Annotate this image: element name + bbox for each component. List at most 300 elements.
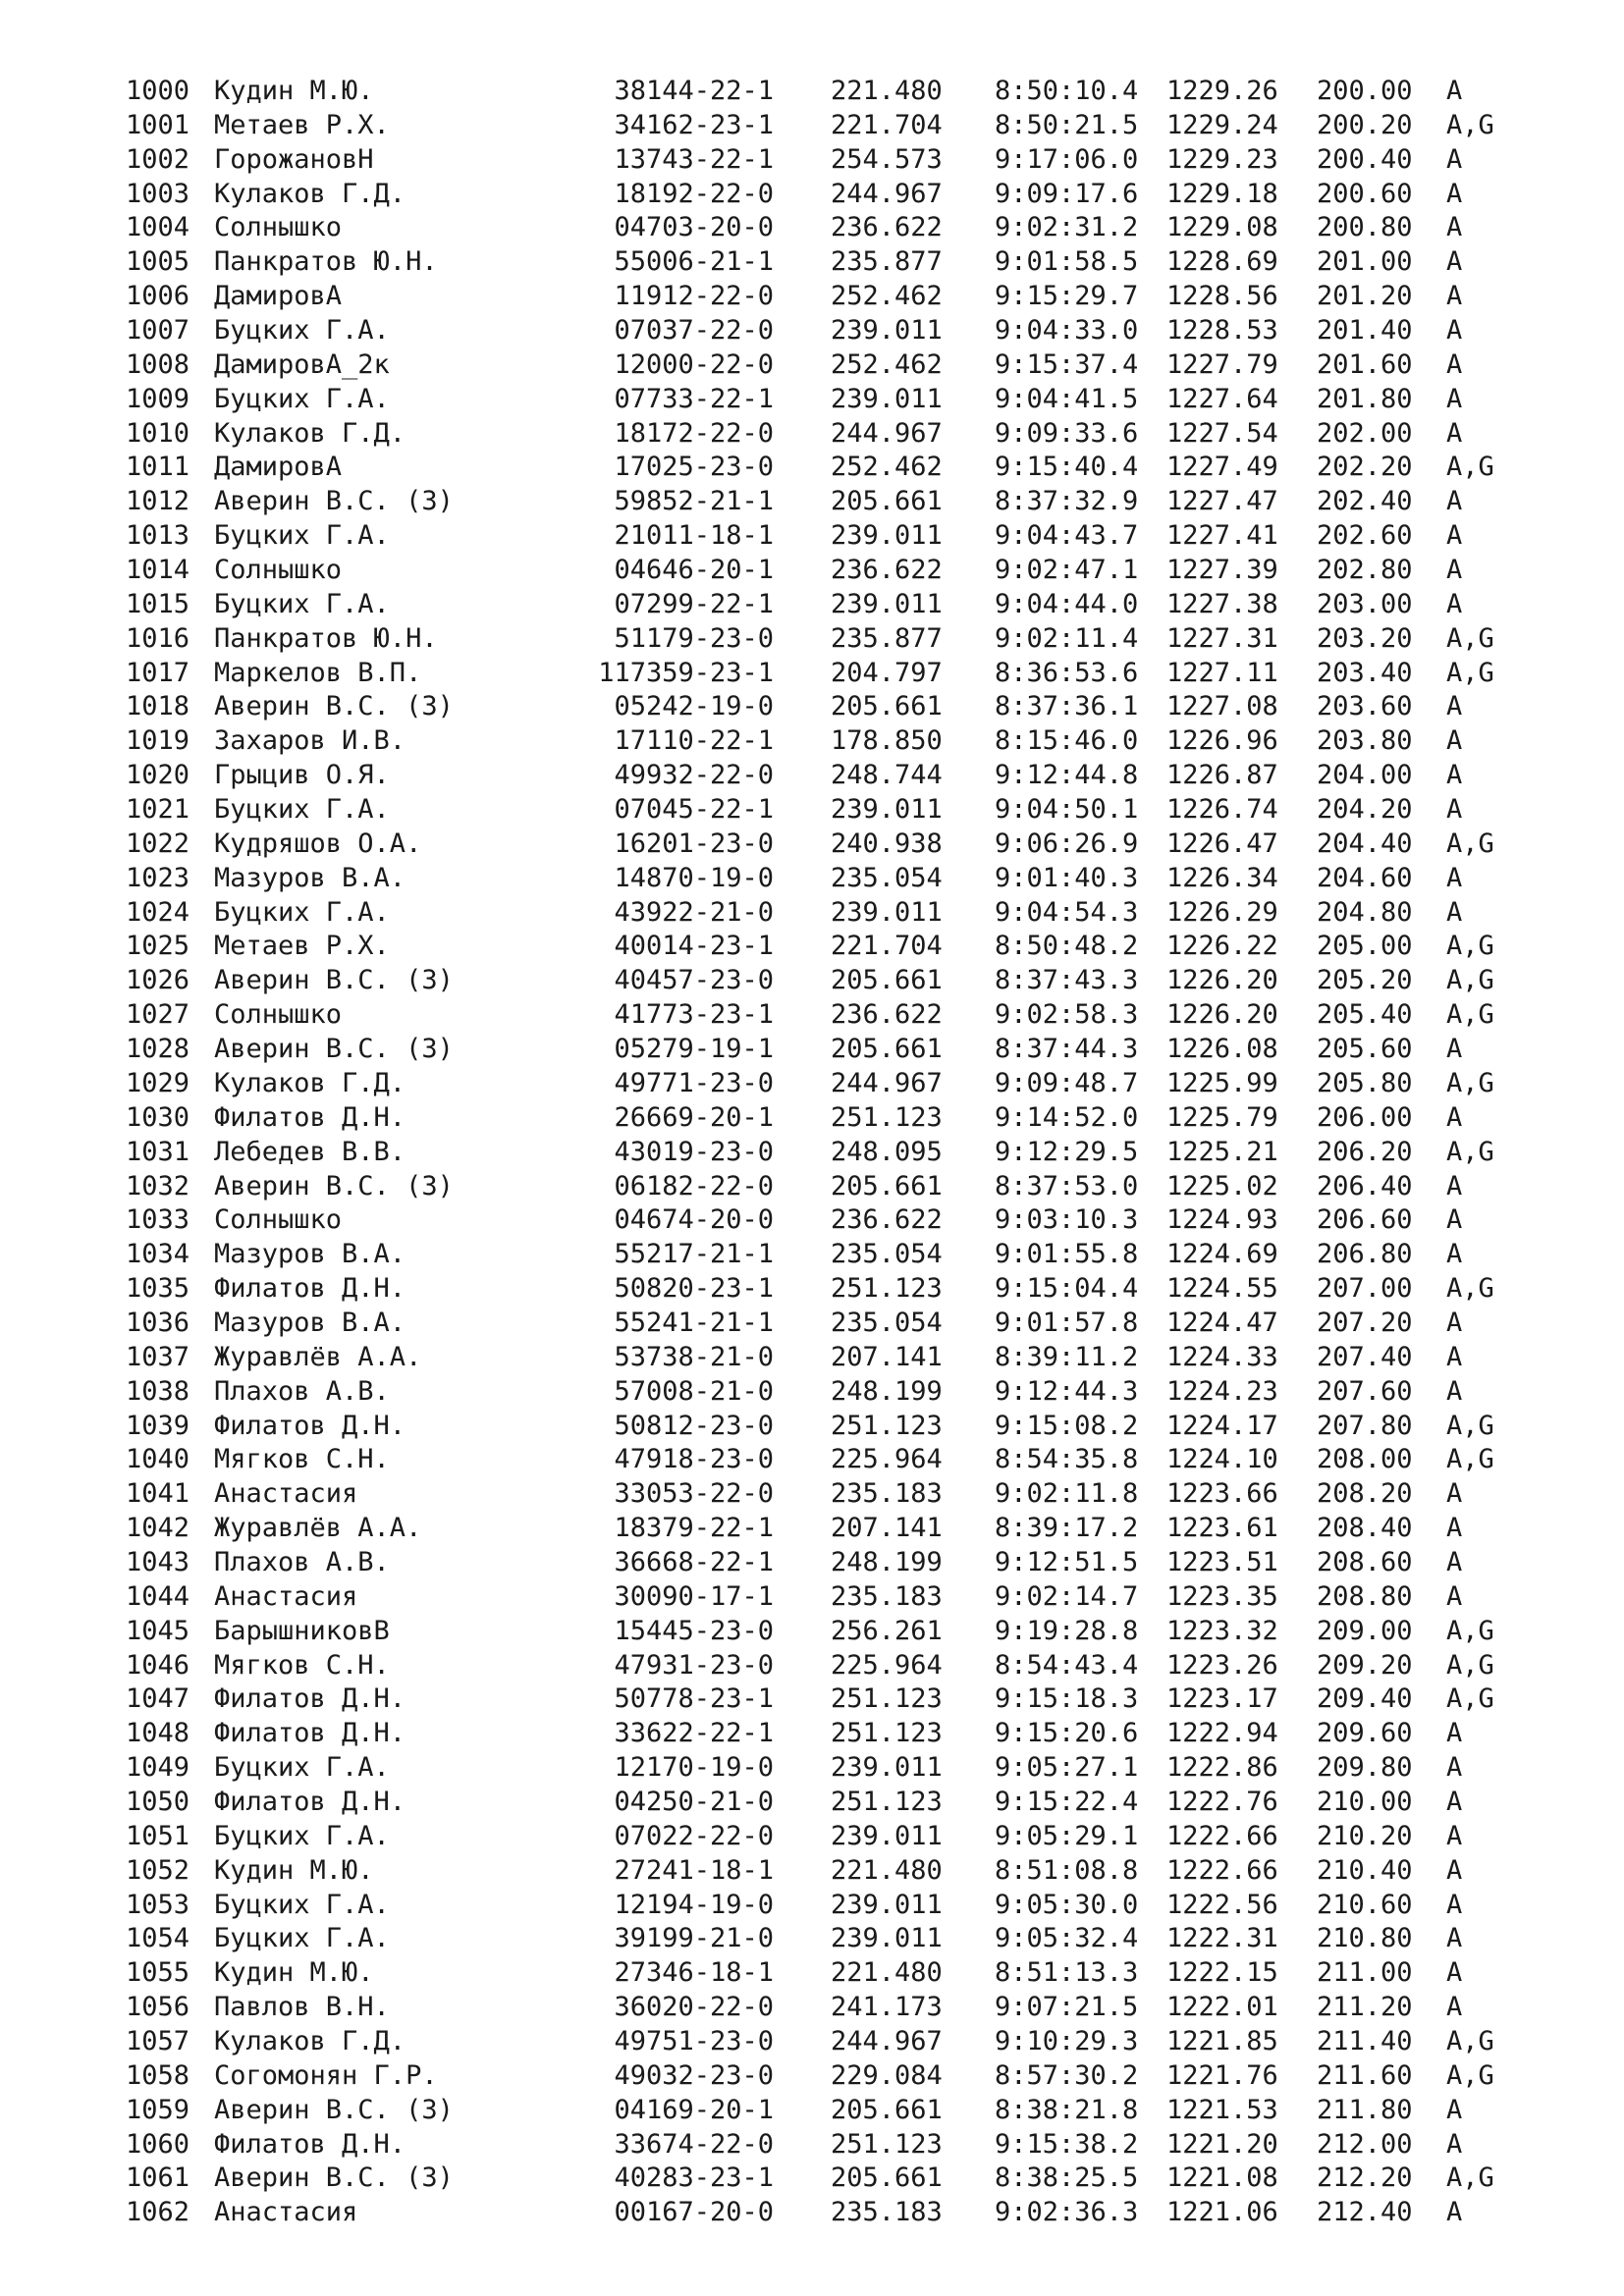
speed-value: 1221.85 (1166, 2025, 1278, 2056)
participant-name: Буцких Г.А. (214, 794, 390, 826)
points-value: 205.00 (1317, 931, 1413, 962)
points-value: 208.40 (1317, 1513, 1413, 1544)
points-value: 210.20 (1317, 1820, 1413, 1851)
points-value: 204.20 (1317, 794, 1413, 826)
points-value: 206.00 (1317, 1101, 1413, 1133)
speed-value: 1225.99 (1166, 1067, 1278, 1098)
points-value: 200.20 (1317, 109, 1413, 140)
participant-name: Грыцив О.Я. (214, 760, 390, 791)
time-value: 8:57:30.2 (995, 2059, 1139, 2091)
participant-name: Филатов Д.Н. (214, 1786, 406, 1817)
distance-value: 244.967 (831, 417, 943, 449)
record-id: 50778-23-1 (614, 1683, 774, 1715)
participant-name: Аверин В.С. (З) (214, 2163, 454, 2194)
flag-value: A,G (1446, 657, 1494, 688)
participant-name: Метаев Р.Х. (214, 109, 390, 140)
flag-value: A,G (1446, 965, 1494, 996)
flag-value: A (1446, 760, 1463, 791)
time-value: 8:54:43.4 (995, 1649, 1139, 1681)
row-number: 1016 (126, 622, 190, 654)
row-number: 1027 (126, 999, 190, 1031)
points-value: 208.00 (1317, 1444, 1413, 1475)
record-id: 12170-19-0 (614, 1752, 774, 1784)
participant-name: Анастасия (214, 1478, 358, 1510)
time-value: 9:06:26.9 (995, 828, 1139, 859)
record-id: 27346-18-1 (614, 1957, 774, 1989)
row-number: 1036 (126, 1307, 190, 1338)
flag-value: A (1446, 1375, 1463, 1407)
points-value: 201.00 (1317, 246, 1413, 278)
distance-value: 221.704 (831, 109, 943, 140)
time-value: 9:09:33.6 (995, 417, 1139, 449)
time-value: 9:15:20.6 (995, 1718, 1139, 1749)
participant-name: БарышниковВ (214, 1615, 390, 1646)
flag-value: A (1446, 896, 1463, 928)
points-value: 208.60 (1317, 1546, 1413, 1577)
time-value: 9:05:27.1 (995, 1752, 1139, 1784)
record-id: 04646-20-1 (614, 555, 774, 586)
record-id: 17110-22-1 (614, 725, 774, 757)
time-value: 9:15:29.7 (995, 281, 1139, 312)
flag-value: A (1446, 417, 1463, 449)
record-id: 27241-18-1 (614, 1854, 774, 1886)
flag-value: A (1446, 555, 1463, 586)
participant-name: Кулаков Г.Д. (214, 2025, 406, 2056)
speed-value: 1224.17 (1166, 1410, 1278, 1441)
distance-value: 235.183 (831, 2197, 943, 2228)
distance-value: 235.183 (831, 1478, 943, 1510)
points-value: 201.40 (1317, 315, 1413, 347)
row-number: 1037 (126, 1341, 190, 1372)
record-id: 04250-21-0 (614, 1786, 774, 1817)
participant-name: Кудин М.Ю. (214, 76, 374, 106)
time-value: 9:04:33.0 (995, 315, 1139, 347)
row-number: 1058 (126, 2059, 190, 2091)
flag-value: A (1446, 2197, 1463, 2228)
row-number: 1014 (126, 555, 190, 586)
record-id: 55217-21-1 (614, 1239, 774, 1270)
time-value: 9:02:31.2 (995, 212, 1139, 243)
flag-value: A (1446, 178, 1463, 209)
distance-value: 207.141 (831, 1341, 943, 1372)
distance-value: 256.261 (831, 1615, 943, 1646)
row-number: 1023 (126, 862, 190, 893)
row-number: 1004 (126, 212, 190, 243)
distance-value: 205.661 (831, 2094, 943, 2125)
participant-name: Журавлёв А.А. (214, 1513, 422, 1544)
participant-name: ГорожановН (214, 143, 374, 175)
speed-value: 1222.56 (1166, 1889, 1278, 1920)
distance-value: 235.877 (831, 246, 943, 278)
flag-value: A,G (1446, 452, 1494, 483)
record-id: 30090-17-1 (614, 1580, 774, 1612)
flag-value: A,G (1446, 2059, 1494, 2091)
row-number: 1049 (126, 1752, 190, 1784)
row-number: 1050 (126, 1786, 190, 1817)
row-number: 1040 (126, 1444, 190, 1475)
speed-value: 1222.66 (1166, 1820, 1278, 1851)
time-value: 8:37:36.1 (995, 691, 1139, 722)
speed-value: 1225.02 (1166, 1170, 1278, 1201)
time-value: 9:15:40.4 (995, 452, 1139, 483)
row-number: 1052 (126, 1854, 190, 1886)
record-id: 40457-23-0 (614, 965, 774, 996)
speed-value: 1228.56 (1166, 281, 1278, 312)
flag-value: A (1446, 1752, 1463, 1784)
record-id: 39199-21-0 (614, 1923, 774, 1954)
distance-value: 221.704 (831, 931, 943, 962)
speed-value: 1228.53 (1166, 315, 1278, 347)
distance-value: 235.877 (831, 622, 943, 654)
points-value: 211.80 (1317, 2094, 1413, 2125)
row-number: 1056 (126, 1992, 190, 2023)
record-id: 49032-23-0 (614, 2059, 774, 2091)
flag-value: A (1446, 1204, 1463, 1236)
speed-value: 1223.32 (1166, 1615, 1278, 1646)
speed-value: 1224.10 (1166, 1444, 1278, 1475)
distance-value: 205.661 (831, 486, 943, 517)
time-value: 8:37:32.9 (995, 486, 1139, 517)
record-id: 04703-20-0 (614, 212, 774, 243)
row-number: 1038 (126, 1375, 190, 1407)
row-number: 1048 (126, 1718, 190, 1749)
record-id: 12194-19-0 (614, 1889, 774, 1920)
speed-value: 1226.22 (1166, 931, 1278, 962)
distance-value: 244.967 (831, 178, 943, 209)
distance-value: 221.480 (831, 1957, 943, 1989)
time-value: 8:51:08.8 (995, 1854, 1139, 1886)
record-id: 18379-22-1 (614, 1513, 774, 1544)
row-number: 1012 (126, 486, 190, 517)
time-value: 8:39:17.2 (995, 1513, 1139, 1544)
flag-value: A,G (1446, 931, 1494, 962)
distance-value: 236.622 (831, 555, 943, 586)
time-value: 9:02:11.4 (995, 622, 1139, 654)
speed-value: 1226.20 (1166, 999, 1278, 1031)
row-number: 1001 (126, 109, 190, 140)
participant-name: Мягков С.Н. (214, 1649, 390, 1681)
distance-value: 205.661 (831, 2163, 943, 2194)
participant-name: Журавлёв А.А. (214, 1341, 422, 1372)
row-number: 1046 (126, 1649, 190, 1681)
row-number: 1059 (126, 2094, 190, 2125)
points-value: 206.60 (1317, 1204, 1413, 1236)
record-id: 07037-22-0 (614, 315, 774, 347)
time-value: 9:15:22.4 (995, 1786, 1139, 1817)
points-value: 205.40 (1317, 999, 1413, 1031)
row-number: 1024 (126, 896, 190, 928)
distance-value: 229.084 (831, 2059, 943, 2091)
points-value: 201.20 (1317, 281, 1413, 312)
participant-name: Аверин В.С. (З) (214, 486, 454, 517)
distance-value: 244.967 (831, 1067, 943, 1098)
row-number: 1030 (126, 1101, 190, 1133)
record-id: 40283-23-1 (614, 2163, 774, 2194)
row-number: 1026 (126, 965, 190, 996)
flag-value: A (1446, 1478, 1463, 1510)
flag-value: A (1446, 143, 1463, 175)
speed-value: 1226.87 (1166, 760, 1278, 791)
distance-value: 251.123 (831, 1786, 943, 1817)
flag-value: A,G (1446, 999, 1494, 1031)
record-id: 26669-20-1 (614, 1101, 774, 1133)
speed-value: 1223.51 (1166, 1546, 1278, 1577)
participant-name: Лебедев В.В. (214, 1136, 406, 1167)
speed-value: 1224.55 (1166, 1273, 1278, 1305)
participant-name: Солнышко (214, 555, 343, 586)
points-value: 202.00 (1317, 417, 1413, 449)
row-number: 1045 (126, 1615, 190, 1646)
row-number: 1055 (126, 1957, 190, 1989)
speed-value: 1227.79 (1166, 348, 1278, 380)
speed-value: 1229.18 (1166, 178, 1278, 209)
distance-value: 251.123 (831, 1101, 943, 1133)
speed-value: 1223.35 (1166, 1580, 1278, 1612)
participant-name: Павлов В.Н. (214, 1992, 390, 2023)
time-value: 9:04:41.5 (995, 383, 1139, 414)
participant-name: Кулаков Г.Д. (214, 417, 406, 449)
time-value: 9:02:58.3 (995, 999, 1139, 1031)
time-value: 9:10:29.3 (995, 2025, 1139, 2056)
record-id: 36668-22-1 (614, 1546, 774, 1577)
participant-name: Буцких Г.А. (214, 315, 390, 347)
record-id: 43922-21-0 (614, 896, 774, 928)
time-value: 9:05:29.1 (995, 1820, 1139, 1851)
participant-name: Филатов Д.Н. (214, 1101, 406, 1133)
time-value: 9:15:18.3 (995, 1683, 1139, 1715)
record-id: 43019-23-0 (614, 1136, 774, 1167)
speed-value: 1227.38 (1166, 588, 1278, 619)
points-value: 202.80 (1317, 555, 1413, 586)
participant-name: Аверин В.С. (З) (214, 1034, 454, 1065)
record-id: 40014-23-1 (614, 931, 774, 962)
speed-value: 1221.06 (1166, 2197, 1278, 2228)
flag-value: A (1446, 1101, 1463, 1133)
speed-value: 1222.31 (1166, 1923, 1278, 1954)
speed-value: 1223.66 (1166, 1478, 1278, 1510)
time-value: 9:04:44.0 (995, 588, 1139, 619)
time-value: 9:09:17.6 (995, 178, 1139, 209)
flag-value: A (1446, 2094, 1463, 2125)
distance-value: 254.573 (831, 143, 943, 175)
flag-value: A (1446, 1957, 1463, 1989)
record-id: 17025-23-0 (614, 452, 774, 483)
distance-value: 207.141 (831, 1513, 943, 1544)
time-value: 8:37:44.3 (995, 1034, 1139, 1065)
distance-value: 248.095 (831, 1136, 943, 1167)
points-value: 208.80 (1317, 1580, 1413, 1612)
row-number: 1018 (126, 691, 190, 722)
flag-value: A (1446, 1854, 1463, 1886)
time-value: 8:50:48.2 (995, 931, 1139, 962)
record-id: 21011-18-1 (614, 520, 774, 552)
time-value: 9:01:57.8 (995, 1307, 1139, 1338)
points-value: 211.40 (1317, 2025, 1413, 2056)
record-id: 18192-22-0 (614, 178, 774, 209)
record-id: 33053-22-0 (614, 1478, 774, 1510)
time-value: 8:50:21.5 (995, 109, 1139, 140)
speed-value: 1229.24 (1166, 109, 1278, 140)
points-value: 200.80 (1317, 212, 1413, 243)
points-value: 206.20 (1317, 1136, 1413, 1167)
row-number: 1015 (126, 588, 190, 619)
time-value: 9:03:10.3 (995, 1204, 1139, 1236)
participant-name: Анастасия (214, 2197, 358, 2228)
flag-value: A,G (1446, 1444, 1494, 1475)
time-value: 9:14:52.0 (995, 1101, 1139, 1133)
participant-name: Кулаков Г.Д. (214, 178, 406, 209)
row-number: 1033 (126, 1204, 190, 1236)
distance-value: 205.661 (831, 965, 943, 996)
points-value: 204.60 (1317, 862, 1413, 893)
points-value: 206.40 (1317, 1170, 1413, 1201)
speed-value: 1226.08 (1166, 1034, 1278, 1065)
row-number: 1035 (126, 1273, 190, 1305)
distance-value: 204.797 (831, 657, 943, 688)
flag-value: A (1446, 725, 1463, 757)
participant-name: Аверин В.С. (З) (214, 691, 454, 722)
flag-value: A (1446, 1580, 1463, 1612)
record-id: 117359-23-1 (598, 657, 774, 688)
record-id: 33622-22-1 (614, 1718, 774, 1749)
participant-name: Буцких Г.А. (214, 896, 390, 928)
speed-value: 1224.69 (1166, 1239, 1278, 1270)
flag-value: A,G (1446, 1067, 1494, 1098)
time-value: 9:02:11.8 (995, 1478, 1139, 1510)
distance-value: 251.123 (831, 1718, 943, 1749)
row-number: 1022 (126, 828, 190, 859)
points-value: 203.40 (1317, 657, 1413, 688)
flag-value: A (1446, 1923, 1463, 1954)
participant-name: Буцких Г.А. (214, 1820, 390, 1851)
record-id: 11912-22-0 (614, 281, 774, 312)
flag-value: A (1446, 383, 1463, 414)
distance-value: 251.123 (831, 1683, 943, 1715)
distance-value: 178.850 (831, 725, 943, 757)
distance-value: 248.199 (831, 1375, 943, 1407)
participant-name: Филатов Д.Н. (214, 1273, 406, 1305)
participant-name: Метаев Р.Х. (214, 931, 390, 962)
record-id: 14870-19-0 (614, 862, 774, 893)
flag-value: A (1446, 281, 1463, 312)
time-value: 9:12:44.3 (995, 1375, 1139, 1407)
distance-value: 235.054 (831, 1307, 943, 1338)
record-id: 53738-21-0 (614, 1341, 774, 1372)
points-value: 207.60 (1317, 1375, 1413, 1407)
row-number: 1020 (126, 760, 190, 791)
flag-value: A (1446, 1239, 1463, 1270)
time-value: 8:38:25.5 (995, 2163, 1139, 2194)
speed-value: 1227.49 (1166, 452, 1278, 483)
distance-value: 239.011 (831, 588, 943, 619)
flag-value: A (1446, 1170, 1463, 1201)
flag-value: A (1446, 691, 1463, 722)
points-value: 211.20 (1317, 1992, 1413, 2023)
participant-name: ДамировА (214, 281, 343, 312)
points-value: 201.60 (1317, 348, 1413, 380)
flag-value: A (1446, 1820, 1463, 1851)
points-value: 203.60 (1317, 691, 1413, 722)
points-value: 202.60 (1317, 520, 1413, 552)
speed-value: 1227.54 (1166, 417, 1278, 449)
row-number: 1039 (126, 1410, 190, 1441)
participant-name: Филатов Д.Н. (214, 2128, 406, 2160)
row-number: 1062 (126, 2197, 190, 2228)
points-value: 205.60 (1317, 1034, 1413, 1065)
time-value: 9:15:37.4 (995, 348, 1139, 380)
row-number: 1028 (126, 1034, 190, 1065)
flag-value: A (1446, 1992, 1463, 2023)
record-id: 13743-22-1 (614, 143, 774, 175)
participant-name: Буцких Г.А. (214, 1752, 390, 1784)
distance-value: 236.622 (831, 999, 943, 1031)
speed-value: 1226.96 (1166, 725, 1278, 757)
points-value: 211.60 (1317, 2059, 1413, 2091)
participant-name: Мазуров В.А. (214, 1239, 406, 1270)
time-value: 8:37:43.3 (995, 965, 1139, 996)
speed-value: 1228.69 (1166, 246, 1278, 278)
record-id: 06182-22-0 (614, 1170, 774, 1201)
record-id: 47931-23-0 (614, 1649, 774, 1681)
row-number: 1047 (126, 1683, 190, 1715)
distance-value: 221.480 (831, 1854, 943, 1886)
flag-value: A,G (1446, 1649, 1494, 1681)
points-value: 207.80 (1317, 1410, 1413, 1441)
points-value: 207.20 (1317, 1307, 1413, 1338)
distance-value: 240.938 (831, 828, 943, 859)
distance-value: 236.622 (831, 212, 943, 243)
speed-value: 1224.93 (1166, 1204, 1278, 1236)
record-id: 34162-23-1 (614, 109, 774, 140)
points-value: 208.20 (1317, 1478, 1413, 1510)
participant-name: Филатов Д.Н. (214, 1683, 406, 1715)
time-value: 9:01:58.5 (995, 246, 1139, 278)
speed-value: 1227.64 (1166, 383, 1278, 414)
time-value: 9:09:48.7 (995, 1067, 1139, 1098)
speed-value: 1222.66 (1166, 1854, 1278, 1886)
flag-value: A (1446, 76, 1463, 106)
record-id: 41773-23-1 (614, 999, 774, 1031)
flag-value: A (1446, 1786, 1463, 1817)
distance-value: 244.967 (831, 2025, 943, 2056)
participant-name: Аверин В.С. (З) (214, 2094, 454, 2125)
points-value: 203.20 (1317, 622, 1413, 654)
row-number: 1053 (126, 1889, 190, 1920)
points-value: 210.00 (1317, 1786, 1413, 1817)
flag-value: A (1446, 520, 1463, 552)
participant-name: Плахов А.В. (214, 1546, 390, 1577)
points-value: 209.20 (1317, 1649, 1413, 1681)
time-value: 8:51:13.3 (995, 1957, 1139, 1989)
row-number: 1057 (126, 2025, 190, 2056)
time-value: 8:36:53.6 (995, 657, 1139, 688)
speed-value: 1222.76 (1166, 1786, 1278, 1817)
record-id: 49751-23-0 (614, 2025, 774, 2056)
distance-value: 248.199 (831, 1546, 943, 1577)
participant-name: Буцких Г.А. (214, 383, 390, 414)
row-number: 1041 (126, 1478, 190, 1510)
speed-value: 1225.79 (1166, 1101, 1278, 1133)
row-number: 1044 (126, 1580, 190, 1612)
speed-value: 1224.33 (1166, 1341, 1278, 1372)
points-value: 201.80 (1317, 383, 1413, 414)
speed-value: 1224.47 (1166, 1307, 1278, 1338)
speed-value: 1222.94 (1166, 1718, 1278, 1749)
time-value: 9:07:21.5 (995, 1992, 1139, 2023)
time-value: 9:15:04.4 (995, 1273, 1139, 1305)
time-value: 9:04:50.1 (995, 794, 1139, 826)
row-number: 1051 (126, 1820, 190, 1851)
